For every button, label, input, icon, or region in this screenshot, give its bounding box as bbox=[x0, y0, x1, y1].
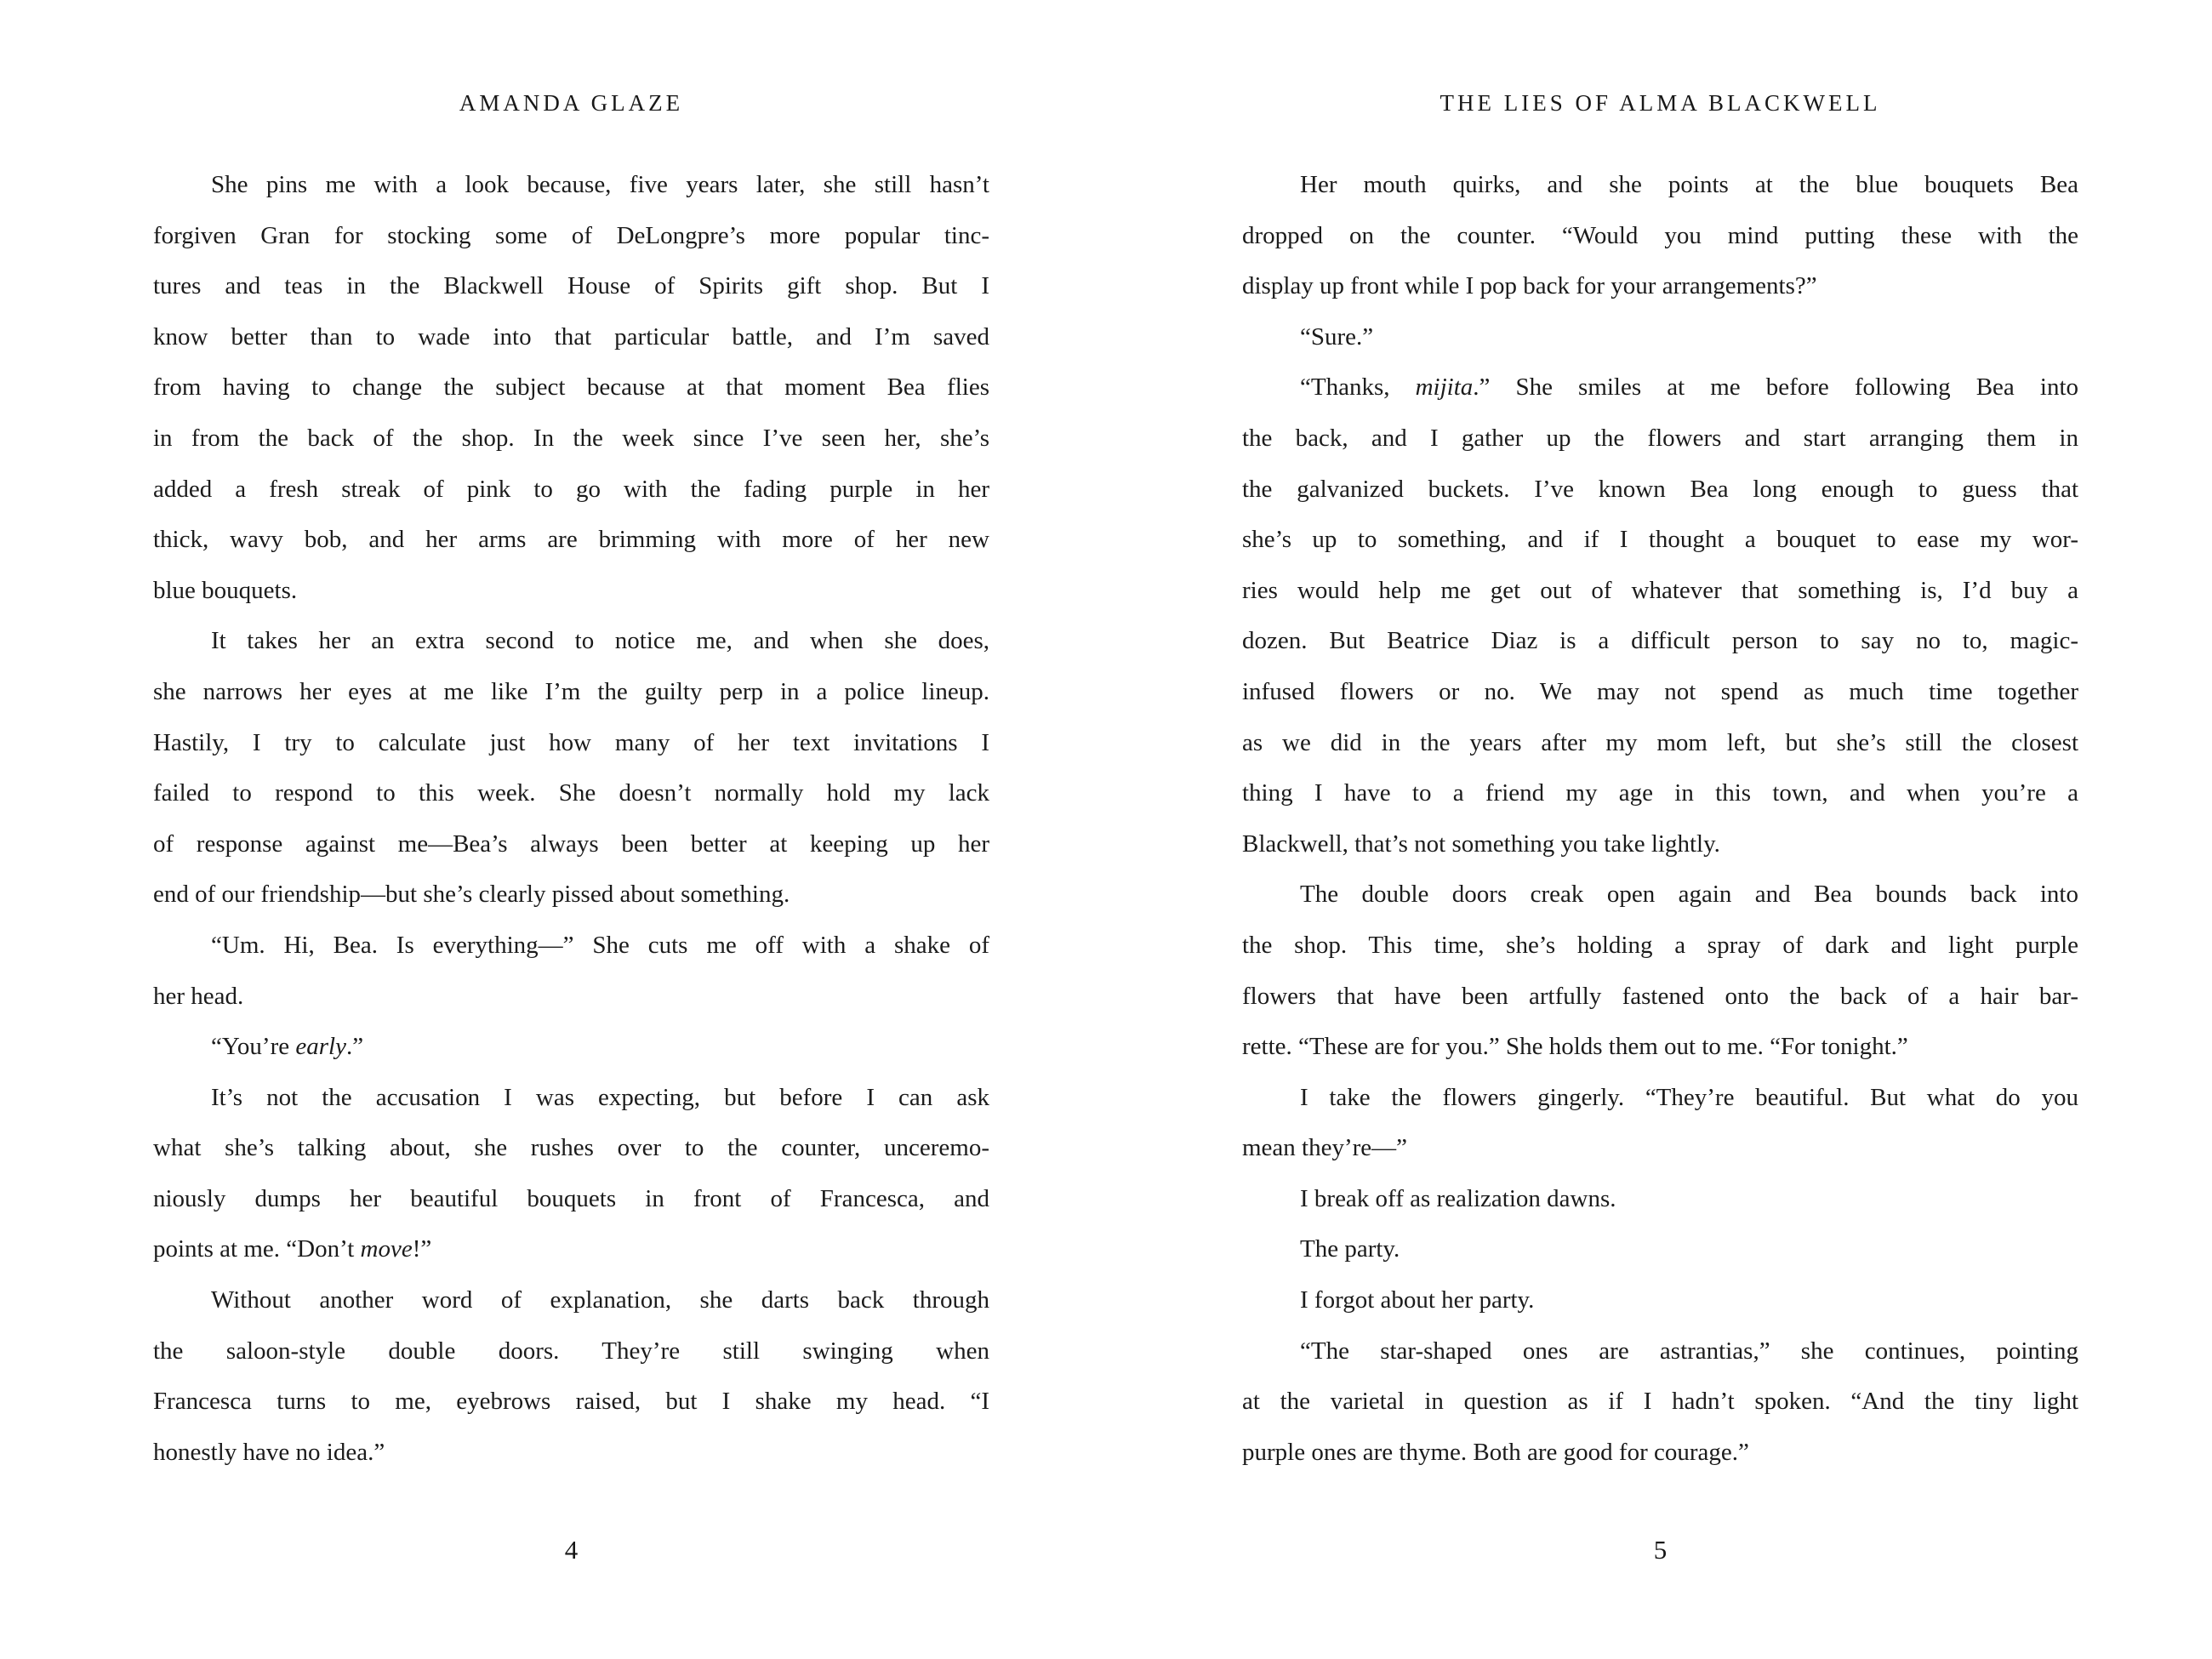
text-line bbox=[153, 1022, 989, 1073]
text-line bbox=[153, 616, 989, 667]
text-line bbox=[153, 312, 989, 363]
text-line bbox=[1242, 718, 2078, 769]
text-line bbox=[1242, 1428, 2078, 1479]
text-line bbox=[1242, 921, 2078, 972]
text-run: her head. bbox=[153, 982, 244, 1010]
text-line bbox=[1242, 616, 2078, 667]
text-line bbox=[153, 566, 989, 617]
italic-text-run: move bbox=[360, 1235, 413, 1263]
text-line bbox=[153, 972, 989, 1023]
text-run: “Thanks, bbox=[1300, 373, 1416, 402]
text-run: “Sure.” bbox=[1300, 322, 1374, 351]
text-line bbox=[1242, 869, 2078, 921]
text-run: .” bbox=[345, 1033, 364, 1061]
page-left bbox=[153, 0, 989, 1659]
body-text-left bbox=[153, 160, 989, 1478]
page-number-right: 5 bbox=[1653, 1535, 1668, 1565]
italic-text-run: early bbox=[295, 1033, 346, 1061]
text-line bbox=[1242, 768, 2078, 819]
text-line bbox=[153, 1377, 989, 1428]
running-head-title: THE LIES OF ALMA BLACKWELL bbox=[1440, 90, 1881, 116]
text-line bbox=[1242, 1275, 2078, 1326]
text-run: know better than to wade into that particular battle, and I’m saved bbox=[153, 322, 989, 351]
page-right bbox=[1242, 0, 2078, 1659]
text-line bbox=[153, 1275, 989, 1326]
text-run: flowers that have been artfully fastened onto the back of a hair bar- bbox=[1242, 982, 2078, 1010]
text-run: thick, wavy bob, and her arms are brimming with more of her new bbox=[153, 526, 989, 554]
text-run: thing I have to a friend my age in this town, and when you’re a bbox=[1242, 779, 2078, 807]
text-line bbox=[153, 718, 989, 769]
text-line bbox=[153, 362, 989, 413]
text-run: dozen. But Beatrice Diaz is a difficult person to say no to, magic- bbox=[1242, 627, 2078, 655]
text-run: Without another word of explanation, she darts back through bbox=[211, 1286, 989, 1314]
text-run: “Um. Hi, Bea. Is everything—” She cuts me off with a shake of bbox=[211, 931, 989, 959]
running-head-author: AMANDA GLAZE bbox=[459, 90, 684, 116]
text-line bbox=[1242, 1377, 2078, 1428]
text-run: “You’re bbox=[211, 1033, 296, 1061]
text-line bbox=[1242, 1326, 2078, 1377]
text-run: points at me. “Don’t bbox=[153, 1235, 361, 1263]
text-line bbox=[1242, 972, 2078, 1023]
text-line bbox=[153, 160, 989, 211]
text-run: “The star-shaped ones are astrantias,” she continues, pointing bbox=[1300, 1337, 2078, 1365]
text-line bbox=[153, 768, 989, 819]
text-run: I break off as realization dawns. bbox=[1300, 1184, 1616, 1212]
text-run: she’s up to something, and if I thought a bouquet to ease my wor- bbox=[1242, 526, 2078, 554]
text-run: tures and teas in the Blackwell House of Spirits gift shop. But I bbox=[153, 272, 989, 300]
text-run: at the varietal in question as if I hadn’t spoken. “And the tiny light bbox=[1242, 1388, 2078, 1416]
text-run: I take the flowers gingerly. “They’re beautiful. But what do you bbox=[1300, 1083, 2078, 1111]
text-line bbox=[153, 211, 989, 262]
text-line bbox=[153, 667, 989, 718]
text-run: end of our friendship—but she’s clearly pissed about something. bbox=[153, 881, 790, 909]
text-line bbox=[1242, 566, 2078, 617]
text-line bbox=[1242, 1123, 2078, 1174]
text-run: dropped on the counter. “Would you mind putting these with the bbox=[1242, 221, 2078, 249]
text-run: display up front while I pop back for your arrangements?” bbox=[1242, 272, 1817, 300]
text-run: failed to respond to this week. She doesn’t normally hold my lack bbox=[153, 779, 989, 807]
text-run: the saloon-style double doors. They’re still swinging when bbox=[153, 1337, 989, 1365]
text-run: infused flowers or no. We may not spend as much time together bbox=[1242, 677, 2078, 705]
text-run: mean they’re—” bbox=[1242, 1134, 1408, 1162]
text-line bbox=[153, 465, 989, 516]
text-run: I forgot about her party. bbox=[1300, 1286, 1535, 1314]
text-run: It’s not the accusation I was expecting, but before I can ask bbox=[211, 1083, 989, 1111]
text-run: The double doors creak open again and Bea bounds back into bbox=[1300, 881, 2078, 909]
text-run: !” bbox=[412, 1235, 432, 1263]
text-run: Her mouth quirks, and she points at the blue bouquets Bea bbox=[1300, 171, 2078, 198]
text-line bbox=[153, 1174, 989, 1225]
text-run: Blackwell, that’s not something you take lightly. bbox=[1242, 830, 1720, 858]
text-run: niously dumps her beautiful bouquets in front of Francesca, and bbox=[153, 1184, 989, 1212]
text-line bbox=[153, 1326, 989, 1377]
text-run: It takes her an extra second to notice me, and when she does, bbox=[211, 627, 989, 655]
text-line bbox=[153, 869, 989, 921]
text-run: .” She smiles at me before following Bea into bbox=[1473, 373, 2078, 402]
text-run: ries would help me get out of whatever that something is, I’d buy a bbox=[1242, 576, 2078, 604]
text-run: She pins me with a look because, five years later, she still hasn’t bbox=[211, 171, 989, 198]
text-line bbox=[1242, 312, 2078, 363]
text-run: rette. “These are for you.” She holds them out to me. “For tonight.” bbox=[1242, 1033, 1908, 1061]
text-line bbox=[1242, 667, 2078, 718]
text-run: in from the back of the shop. In the week since I’ve seen her, she’s bbox=[153, 424, 989, 452]
text-line bbox=[1242, 362, 2078, 413]
text-line bbox=[153, 1073, 989, 1124]
body-text-right bbox=[1242, 160, 2078, 1478]
text-line bbox=[153, 1123, 989, 1174]
text-line bbox=[1242, 211, 2078, 262]
text-line bbox=[1242, 1073, 2078, 1124]
text-line bbox=[1242, 413, 2078, 465]
text-run: the back, and I gather up the flowers and start arranging them in bbox=[1242, 424, 2078, 452]
text-line bbox=[1242, 515, 2078, 566]
text-run: Francesca turns to me, eyebrows raised, but I shake my head. “I bbox=[153, 1388, 989, 1416]
page-number-left: 4 bbox=[564, 1535, 579, 1565]
text-run: from having to change the subject because at that moment Bea flies bbox=[153, 373, 989, 402]
text-line bbox=[1242, 465, 2078, 516]
text-line bbox=[153, 515, 989, 566]
text-run: honestly have no idea.” bbox=[153, 1438, 385, 1466]
text-line bbox=[1242, 819, 2078, 870]
text-line bbox=[1242, 261, 2078, 312]
text-line bbox=[153, 261, 989, 312]
italic-text-run: mijita bbox=[1415, 373, 1474, 402]
text-run: the shop. This time, she’s holding a spray of dark and light purple bbox=[1242, 931, 2078, 959]
text-run: The party. bbox=[1300, 1235, 1400, 1263]
text-line bbox=[153, 819, 989, 870]
text-run: added a fresh streak of pink to go with the fading purple in her bbox=[153, 475, 989, 503]
text-line bbox=[1242, 160, 2078, 211]
text-run: of response against me—Bea’s always been better at keeping up her bbox=[153, 830, 989, 858]
text-run: Hastily, I try to calculate just how many of her text invitations I bbox=[153, 728, 989, 756]
text-line bbox=[1242, 1174, 2078, 1225]
text-run: purple ones are thyme. Both are good for courage.” bbox=[1242, 1438, 1749, 1466]
text-line bbox=[153, 1428, 989, 1479]
text-line bbox=[153, 921, 989, 972]
text-run: forgiven Gran for stocking some of DeLongpre’s more popular tinc- bbox=[153, 221, 989, 249]
text-line bbox=[1242, 1224, 2078, 1275]
text-line bbox=[1242, 1022, 2078, 1073]
text-line bbox=[153, 413, 989, 465]
text-run: the galvanized buckets. I’ve known Bea long enough to guess that bbox=[1242, 475, 2078, 503]
text-line bbox=[153, 1224, 989, 1275]
text-run: what she’s talking about, she rushes over to the counter, unceremo- bbox=[153, 1134, 989, 1162]
text-run: she narrows her eyes at me like I’m the guilty perp in a police lineup. bbox=[153, 677, 989, 705]
text-run: as we did in the years after my mom left, but she’s still the closest bbox=[1242, 728, 2078, 756]
text-run: blue bouquets. bbox=[153, 576, 298, 604]
